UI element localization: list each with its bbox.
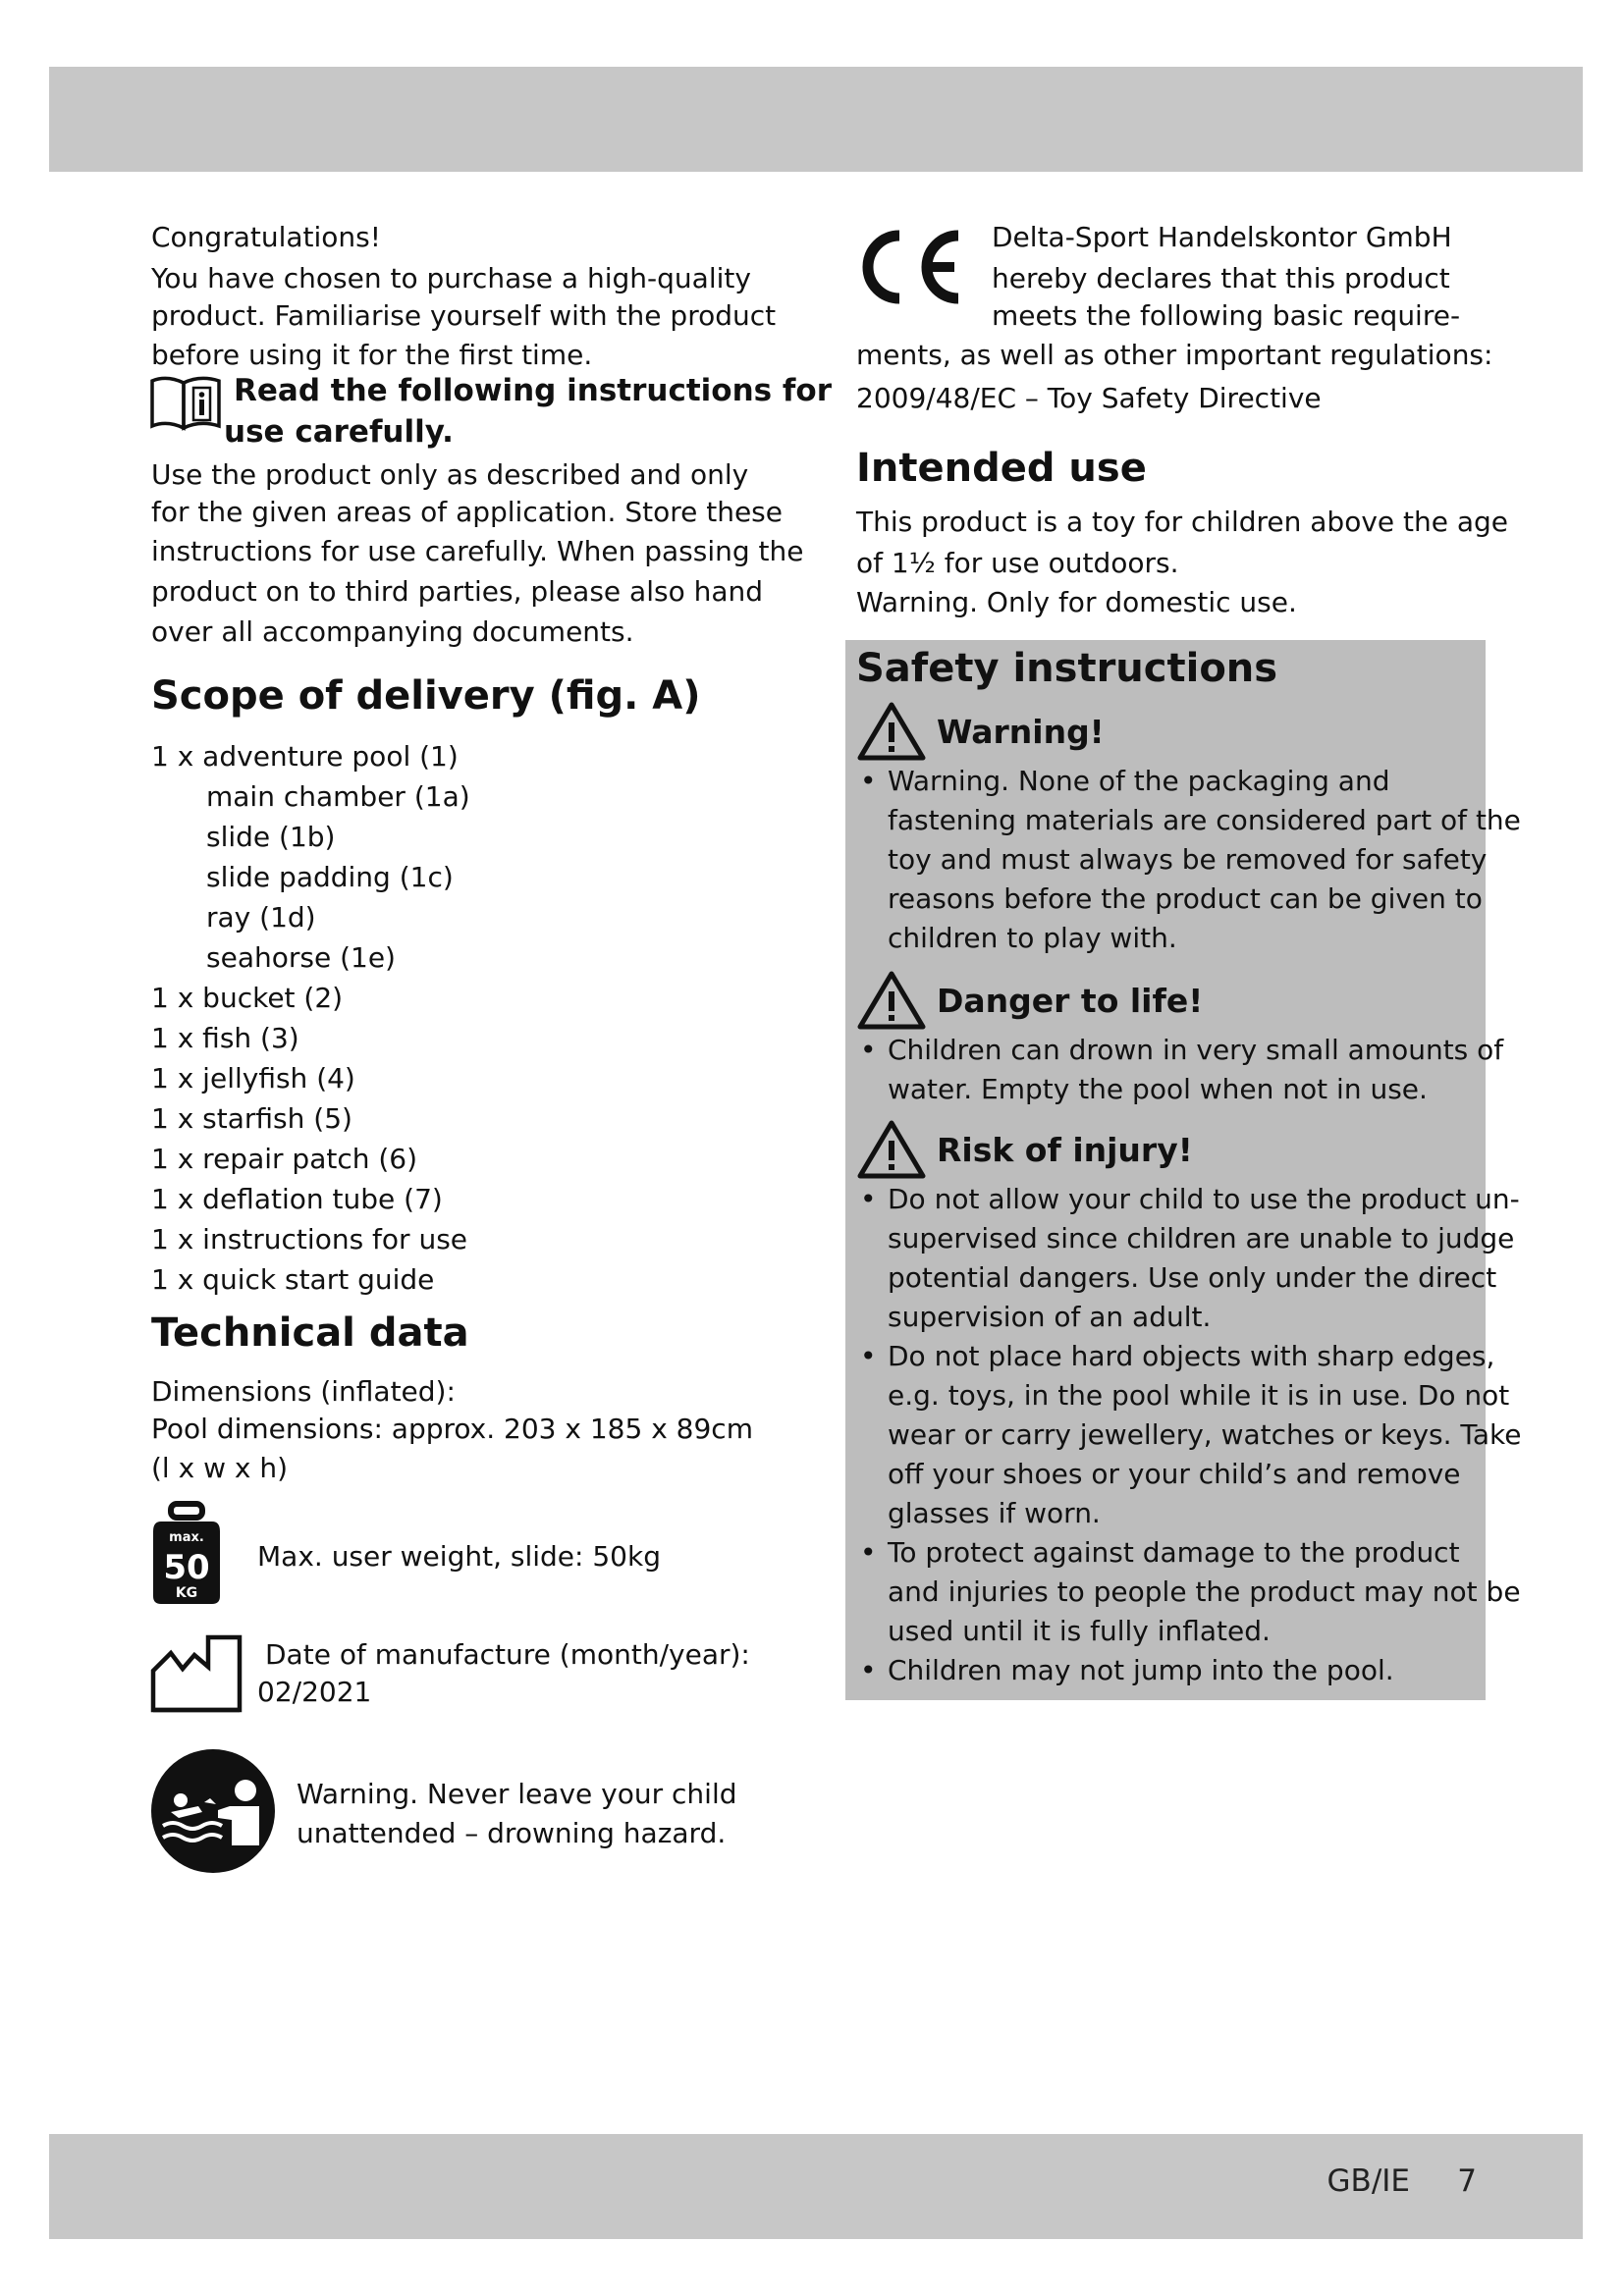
read-instructions-heading-cont: use carefully. <box>224 414 454 450</box>
list-item: • Do not place hard objects with sharp edges, e.g. toys, in the pool while it is in use. Do not wear or carry jewellery, watches or keys. Take off your shoes or your child’s and remove glasses if worn. <box>858 1337 1522 1533</box>
list-item: 1 x starfish (5) <box>151 1102 352 1135</box>
list-item: • Do not allow your child to use the product un- supervised since children are unable to judge potential dangers. Use only under the direct supervision of an adult. <box>858 1180 1522 1337</box>
manufacture-date: 02/2021 <box>257 1676 372 1708</box>
list-item: slide padding (1c) <box>206 861 454 893</box>
list-item: • To protect against damage to the product and injuries to people the product may not be used until it is fully inflated. <box>858 1533 1522 1651</box>
ce-line: ments, as well as other important regulations: <box>856 339 1493 371</box>
technical-heading: Technical data <box>151 1310 469 1356</box>
dimensions-label: Dimensions (inflated): <box>151 1375 456 1408</box>
book-info-icon <box>149 375 222 432</box>
pool-dimensions: Pool dimensions: approx. 203 x 185 x 89cm <box>151 1413 753 1445</box>
intended-use-line: of 1½ for use outdoors. <box>856 547 1179 579</box>
header-band <box>49 67 1583 172</box>
safety-heading: Safety instructions <box>856 646 1278 691</box>
use-line: Use the product only as described and only <box>151 458 749 491</box>
intro-line: product. Familiarise yourself with the product <box>151 299 777 332</box>
intended-use-line: Warning. Only for domestic use. <box>856 586 1297 618</box>
ce-line: meets the following basic require- <box>992 299 1461 332</box>
warning-triangle-icon <box>856 1119 927 1180</box>
intro-congrats: Congratulations! <box>151 221 381 253</box>
scope-list <box>151 736 470 1300</box>
max-weight-text: Max. user weight, slide: 50kg <box>257 1540 661 1573</box>
list-item: 1 x jellyfish (4) <box>151 1062 355 1095</box>
injury-heading <box>856 1119 1193 1180</box>
dimension-order: (l x w x h) <box>151 1452 289 1484</box>
weight-icon-unit: KG <box>175 1585 198 1601</box>
intended-use-line: This product is a toy for children above the age <box>856 506 1509 538</box>
list-item: 1 x bucket (2) <box>151 982 344 1014</box>
drowning-warning-line: unattended – drowning hazard. <box>297 1817 727 1849</box>
injury-heading-text: Risk of injury! <box>937 1130 1193 1169</box>
list-item: seahorse (1e) <box>206 941 396 974</box>
weight-icon-top: max. <box>169 1530 204 1545</box>
warning-heading <box>856 701 1105 762</box>
ce-directive: 2009/48/EC – Toy Safety Directive <box>856 382 1322 414</box>
list-item: • Warning. None of the packaging and fastening materials are considered part of the toy and must always be removed for safety reasons before the product can be given to children to play with. <box>858 762 1521 958</box>
list-item: • Children can drown in very small amounts of water. Empty the pool when not in use. <box>858 1031 1503 1109</box>
use-line: product on to third parties, please also hand <box>151 575 764 608</box>
intro-line: before using it for the first time. <box>151 339 593 371</box>
list-item: 1 x fish (3) <box>151 1022 299 1054</box>
max-weight-icon <box>149 1500 224 1608</box>
drowning-warning-line: Warning. Never leave your child <box>297 1778 737 1810</box>
danger-heading-text: Danger to life! <box>937 981 1204 1020</box>
list-item: 1 x repair patch (6) <box>151 1143 418 1175</box>
use-line: over all accompanying documents. <box>151 615 634 648</box>
ce-line: hereby declares that this product <box>992 262 1450 294</box>
manufacture-date-icon <box>149 1626 244 1714</box>
page-number: 7 <box>1457 2163 1477 2199</box>
injury-list <box>858 1180 1522 1690</box>
warning-list <box>858 762 1521 958</box>
list-item: • Children may not jump into the pool. <box>858 1651 1522 1690</box>
use-line: instructions for use carefully. When passing the <box>151 535 804 567</box>
warning-triangle-icon <box>856 701 927 762</box>
read-instructions-heading: Read the following instructions for <box>234 373 832 408</box>
list-item: ray (1d) <box>206 901 316 934</box>
footer-language: GB/IE <box>1326 2163 1410 2199</box>
danger-list <box>858 1031 1503 1109</box>
ce-mark-icon <box>852 228 968 306</box>
supervision-warning-icon <box>149 1747 277 1875</box>
intended-use-heading: Intended use <box>856 446 1147 491</box>
list-item: slide (1b) <box>206 821 336 853</box>
warning-triangle-icon <box>856 970 927 1031</box>
list-item: 1 x quick start guide <box>151 1263 435 1296</box>
list-item: 1 x deflation tube (7) <box>151 1183 443 1215</box>
use-line: for the given areas of application. Store these <box>151 496 783 528</box>
scope-heading: Scope of delivery (fig. A) <box>151 673 701 719</box>
list-item: main chamber (1a) <box>206 780 470 813</box>
intro-line: You have chosen to purchase a high-quality <box>151 262 751 294</box>
ce-line: Delta-Sport Handelskontor GmbH <box>992 221 1452 253</box>
weight-icon-value: 50 <box>163 1548 210 1587</box>
list-item: 1 x adventure pool (1) <box>151 740 459 773</box>
danger-heading <box>856 970 1203 1031</box>
warning-heading-text: Warning! <box>937 712 1105 751</box>
list-item: 1 x instructions for use <box>151 1223 468 1255</box>
manufacture-label: Date of manufacture (month/year): <box>265 1638 750 1671</box>
